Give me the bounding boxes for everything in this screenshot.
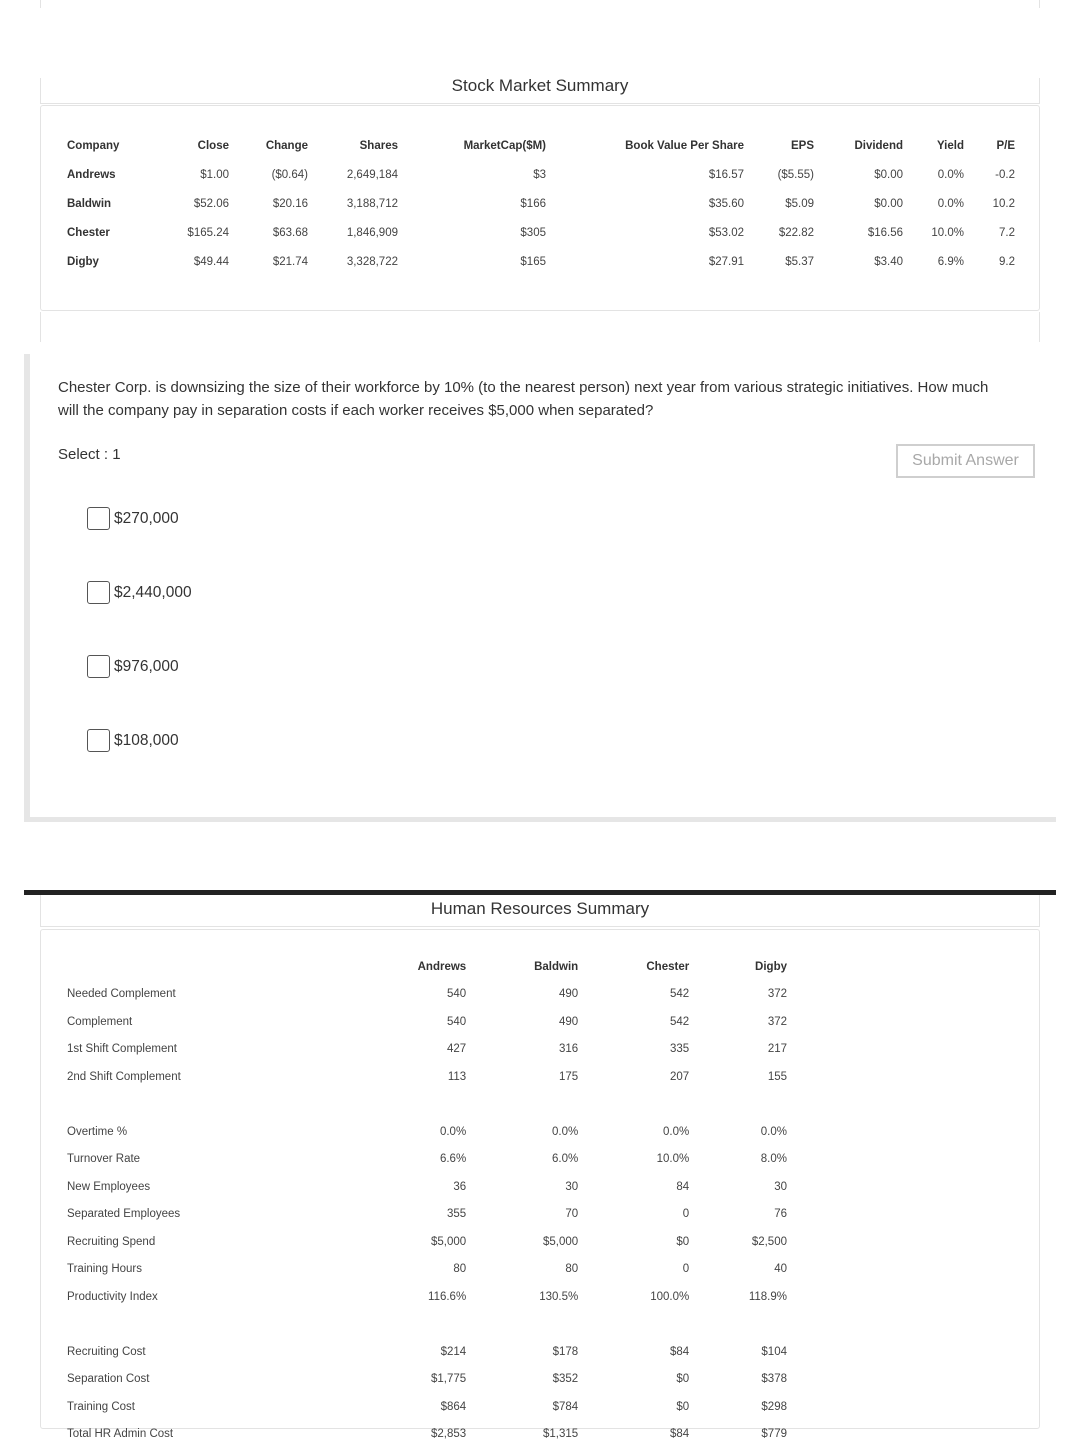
hr-col-chester: Chester <box>578 953 689 981</box>
hr-metric-label: Separation Cost <box>67 1366 352 1394</box>
hr-cell: 540 <box>352 981 466 1009</box>
hr-metric-label: 1st Shift Complement <box>67 1036 352 1064</box>
stock-cell: $27.91 <box>546 247 744 276</box>
hr-cell: 30 <box>689 1173 787 1201</box>
hr-cell: 76 <box>689 1201 787 1229</box>
hr-summary-header <box>40 895 1040 927</box>
stock-company-name: Digby <box>67 247 162 276</box>
stock-cell: $63.68 <box>229 218 308 247</box>
hr-cell: 372 <box>689 981 787 1009</box>
hr-col-baldwin: Baldwin <box>466 953 578 981</box>
hr-col-digby: Digby <box>689 953 787 981</box>
stock-company-name: Baldwin <box>67 189 162 218</box>
hr-cell: 207 <box>578 1063 689 1091</box>
stock-cell: 6.9% <box>903 247 964 276</box>
hr-group-gap <box>67 1091 787 1119</box>
answer-option-label: $2,440,000 <box>114 584 192 602</box>
hr-cell: 116.6% <box>352 1283 466 1311</box>
hr-cell: 80 <box>352 1256 466 1284</box>
hr-cell: 175 <box>466 1063 578 1091</box>
hr-cell: $178 <box>466 1338 578 1366</box>
hr-cell: $5,000 <box>352 1228 466 1256</box>
hr-cell: $1,315 <box>466 1421 578 1448</box>
stock-cell: $3 <box>398 160 546 189</box>
hr-cell: 0 <box>578 1201 689 1229</box>
select-count-label: Select : 1 <box>58 446 121 463</box>
stock-cell: $1.00 <box>162 160 229 189</box>
hr-cell: $298 <box>689 1393 787 1421</box>
previous-panel-edge <box>40 0 1040 8</box>
stock-cell: $5.09 <box>744 189 814 218</box>
hr-cell: 355 <box>352 1201 466 1229</box>
hr-col-andrews: Andrews <box>352 953 466 981</box>
hr-metric-label: New Employees <box>67 1173 352 1201</box>
hr-cell: 217 <box>689 1036 787 1064</box>
stock-col-change: Change <box>229 131 308 160</box>
hr-cell: 427 <box>352 1036 466 1064</box>
hr-cell: 316 <box>466 1036 578 1064</box>
stock-cell: 3,328,722 <box>308 247 398 276</box>
hr-cell: 70 <box>466 1201 578 1229</box>
stock-col-book-value: Book Value Per Share <box>546 131 744 160</box>
answer-option-label: $270,000 <box>114 510 179 528</box>
hr-cell: 0.0% <box>466 1118 578 1146</box>
stock-summary-title: Stock Market Summary <box>452 76 629 95</box>
hr-cell: $104 <box>689 1338 787 1366</box>
stock-cell: $21.74 <box>229 247 308 276</box>
stock-cell: 9.2 <box>964 247 1015 276</box>
hr-cell: 335 <box>578 1036 689 1064</box>
stock-cell: 0.0% <box>903 189 964 218</box>
hr-summary-title: Human Resources Summary <box>431 899 649 918</box>
hr-cell: 40 <box>689 1256 787 1284</box>
hr-cell: 8.0% <box>689 1146 787 1174</box>
hr-cell: 36 <box>352 1173 466 1201</box>
stock-col-close: Close <box>162 131 229 160</box>
hr-cell: 490 <box>466 1008 578 1036</box>
stock-cell: 10.0% <box>903 218 964 247</box>
hr-cell: 6.0% <box>466 1146 578 1174</box>
answer-option-label: $976,000 <box>114 658 179 676</box>
hr-row <box>67 1366 787 1394</box>
stock-cell: $16.57 <box>546 160 744 189</box>
question-text: Chester Corp. is downsizing the size of their workforce by 10% (to the nearest person) next year from various strategic initiatives. How much will the company pay in separation costs if each worker receives $5,000 when separated? <box>58 376 1008 422</box>
answer-option-2[interactable] <box>87 581 192 604</box>
hr-metric-label: Overtime % <box>67 1118 352 1146</box>
hr-cell: $352 <box>466 1366 578 1394</box>
hr-cell: 130.5% <box>466 1283 578 1311</box>
answer-option-3[interactable] <box>87 655 179 678</box>
hr-cell: $864 <box>352 1393 466 1421</box>
stock-summary-header <box>40 78 1040 104</box>
hr-metric-label: Complement <box>67 1008 352 1036</box>
stock-col-yield: Yield <box>903 131 964 160</box>
stock-col-dividend: Dividend <box>814 131 903 160</box>
hr-col-metric <box>67 953 352 981</box>
stock-row <box>67 160 1015 189</box>
hr-cell: 0.0% <box>352 1118 466 1146</box>
hr-cell: $378 <box>689 1366 787 1394</box>
checkbox-icon[interactable] <box>87 655 110 678</box>
hr-row <box>67 1173 787 1201</box>
hr-row <box>67 1146 787 1174</box>
stock-company-name: Andrews <box>67 160 162 189</box>
stock-cell: $16.56 <box>814 218 903 247</box>
submit-answer-button[interactable]: Submit Answer <box>896 444 1035 478</box>
stock-col-pe: P/E <box>964 131 1015 160</box>
stock-company-name: Chester <box>67 218 162 247</box>
stock-row <box>67 189 1015 218</box>
stock-cell: $165.24 <box>162 218 229 247</box>
hr-cell: 118.9% <box>689 1283 787 1311</box>
hr-header-row <box>67 953 787 981</box>
hr-metric-label: Turnover Rate <box>67 1146 352 1174</box>
stock-cell: $49.44 <box>162 247 229 276</box>
hr-row <box>67 1228 787 1256</box>
hr-row <box>67 1063 787 1091</box>
hr-table <box>67 953 787 1448</box>
hr-cell: 542 <box>578 981 689 1009</box>
stock-cell: $22.82 <box>744 218 814 247</box>
hr-cell: $84 <box>578 1421 689 1448</box>
hr-cell: 540 <box>352 1008 466 1036</box>
hr-cell: 100.0% <box>578 1283 689 1311</box>
stock-cell: $165 <box>398 247 546 276</box>
hr-cell: $84 <box>578 1338 689 1366</box>
stock-header-row <box>67 131 1015 160</box>
hr-cell: $1,775 <box>352 1366 466 1394</box>
hr-metric-label: Recruiting Spend <box>67 1228 352 1256</box>
stock-cell: ($0.64) <box>229 160 308 189</box>
hr-row <box>67 1201 787 1229</box>
stock-cell: $35.60 <box>546 189 744 218</box>
hr-cell: $784 <box>466 1393 578 1421</box>
hr-cell: $2,853 <box>352 1421 466 1448</box>
hr-metric-label: 2nd Shift Complement <box>67 1063 352 1091</box>
hr-row <box>67 981 787 1009</box>
answer-option-4[interactable] <box>87 729 179 752</box>
stock-cell: ($5.55) <box>744 160 814 189</box>
hr-cell: 155 <box>689 1063 787 1091</box>
hr-metric-label: Productivity Index <box>67 1283 352 1311</box>
hr-cell: 6.6% <box>352 1146 466 1174</box>
stock-cell: 10.2 <box>964 189 1015 218</box>
checkbox-icon[interactable] <box>87 729 110 752</box>
stock-col-company: Company <box>67 131 162 160</box>
stock-cell: -0.2 <box>964 160 1015 189</box>
stock-cell: 3,188,712 <box>308 189 398 218</box>
stock-col-marketcap: MarketCap($M) <box>398 131 546 160</box>
stock-cell: 2,649,184 <box>308 160 398 189</box>
checkbox-icon[interactable] <box>87 581 110 604</box>
hr-cell: $779 <box>689 1421 787 1448</box>
stock-cell: 7.2 <box>964 218 1015 247</box>
answer-option-label: $108,000 <box>114 732 179 750</box>
hr-cell: $0 <box>578 1366 689 1394</box>
hr-metric-label: Training Cost <box>67 1393 352 1421</box>
hr-row <box>67 1393 787 1421</box>
hr-cell: 490 <box>466 981 578 1009</box>
hr-cell: $0 <box>578 1393 689 1421</box>
hr-cell: 30 <box>466 1173 578 1201</box>
hr-cell: $5,000 <box>466 1228 578 1256</box>
hr-row <box>67 1421 787 1448</box>
answer-option-1[interactable] <box>87 507 179 530</box>
hr-cell: 0.0% <box>689 1118 787 1146</box>
stock-cell: $0.00 <box>814 160 903 189</box>
hr-cell: $0 <box>578 1228 689 1256</box>
hr-cell: 113 <box>352 1063 466 1091</box>
hr-cell: 84 <box>578 1173 689 1201</box>
spacer-panel <box>40 312 1040 342</box>
stock-cell: 1,846,909 <box>308 218 398 247</box>
stock-cell: 0.0% <box>903 160 964 189</box>
stock-row <box>67 247 1015 276</box>
stock-table <box>67 131 1015 276</box>
hr-cell: 372 <box>689 1008 787 1036</box>
hr-row <box>67 1256 787 1284</box>
stock-cell: $53.02 <box>546 218 744 247</box>
stock-row <box>67 218 1015 247</box>
hr-row <box>67 1338 787 1366</box>
hr-metric-label: Separated Employees <box>67 1201 352 1229</box>
hr-metric-label: Total HR Admin Cost <box>67 1421 352 1448</box>
stock-col-eps: EPS <box>744 131 814 160</box>
hr-metric-label: Needed Complement <box>67 981 352 1009</box>
stock-cell: $3.40 <box>814 247 903 276</box>
hr-cell: 0.0% <box>578 1118 689 1146</box>
hr-cell: 542 <box>578 1008 689 1036</box>
hr-cell: $2,500 <box>689 1228 787 1256</box>
hr-cell: $214 <box>352 1338 466 1366</box>
hr-group-gap <box>67 1311 787 1339</box>
stock-cell: $5.37 <box>744 247 814 276</box>
hr-row <box>67 1008 787 1036</box>
hr-row <box>67 1118 787 1146</box>
checkbox-icon[interactable] <box>87 507 110 530</box>
hr-cell: 10.0% <box>578 1146 689 1174</box>
stock-cell: $166 <box>398 189 546 218</box>
stock-cell: $52.06 <box>162 189 229 218</box>
stock-cell: $305 <box>398 218 546 247</box>
hr-metric-label: Recruiting Cost <box>67 1338 352 1366</box>
hr-row <box>67 1036 787 1064</box>
hr-cell: 80 <box>466 1256 578 1284</box>
stock-cell: $0.00 <box>814 189 903 218</box>
stock-cell: $20.16 <box>229 189 308 218</box>
hr-metric-label: Training Hours <box>67 1256 352 1284</box>
hr-cell: 0 <box>578 1256 689 1284</box>
hr-row <box>67 1283 787 1311</box>
stock-col-shares: Shares <box>308 131 398 160</box>
